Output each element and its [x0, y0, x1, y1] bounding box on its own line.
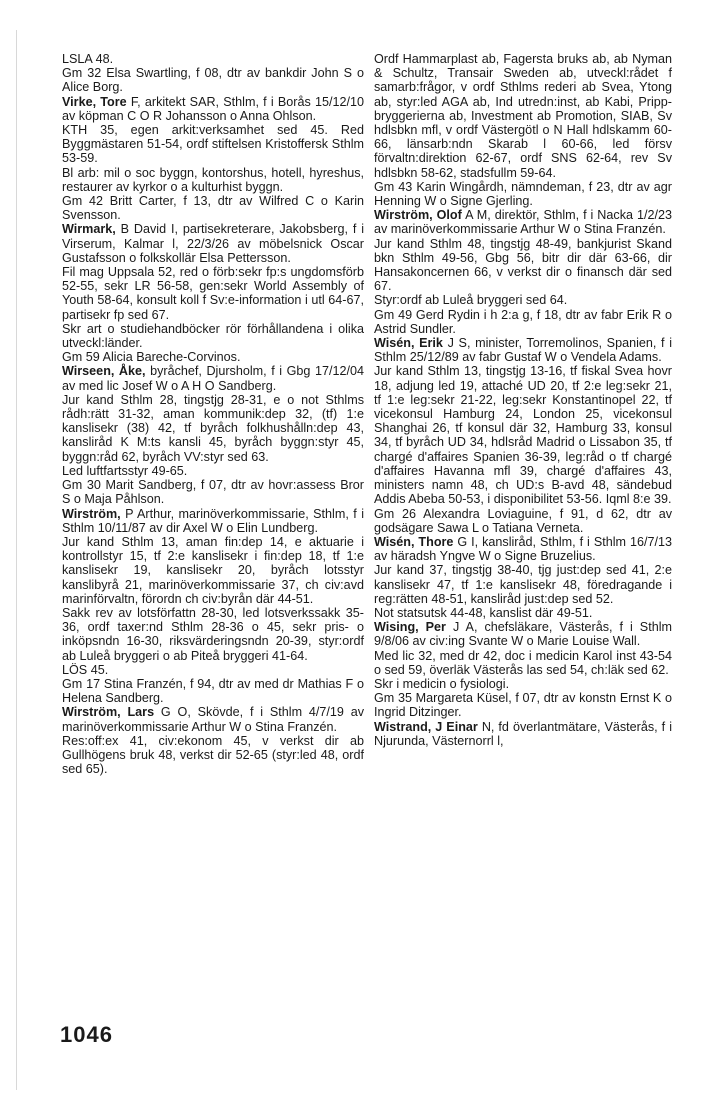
entry-text: Gm 49 Gerd Rydin i h 2:a g, f 18, dtr av fabr Erik R o Astrid Sundler.	[374, 307, 672, 336]
entry-text: Fil mag Uppsala 52, red o förb:sekr fp:s ungdomsförb 52-55, sekr LR 56-58, gen:sekr World Assembly of Youth 58-64, konsult koll f Sv:e-information i utl 64-67, partisekr fp sed 67.	[62, 265, 364, 322]
left-column	[62, 52, 364, 776]
entry-text: Med lic 32, med dr 42, doc i medicin Karol inst 43-54 o sed 59, överläk Västerås las sed 54, ch:läk sed 62.	[374, 648, 672, 677]
entry-paragraph	[62, 350, 364, 364]
entry-paragraph	[62, 166, 364, 194]
entry-text: KTH 35, egen arkit:verksamhet sed 45. Red Byggmästaren 51-54, ordf stiftelsen Kristoffersk Sthlm 53-59.	[62, 123, 364, 166]
entry-paragraph	[374, 563, 672, 606]
right-column	[374, 52, 672, 748]
entry-paragraph	[62, 265, 364, 322]
entry-paragraph	[62, 322, 364, 350]
entry-text: Gm 26 Alexandra Loviaguine, f 91, d 62, dtr av godsägare Sawa L o Tatiana Verneta.	[374, 506, 672, 535]
entry-text: LSLA 48.	[62, 52, 114, 66]
entry-paragraph	[62, 52, 364, 66]
biography-entry	[374, 336, 672, 364]
entry-text: Not statsutsk 44-48, kanslist där 49-51.	[374, 605, 593, 620]
entry-text: Gm 43 Karin Wingårdh, nämndeman, f 23, dtr av agr Henning W o Signe Gjerling.	[374, 179, 672, 209]
entry-text: G I, kanslіråd, Sthlm, f i Sthlm 16/7/13 av häradsh Yngve W o Signe Bruzelius.	[374, 534, 672, 564]
entry-paragraph	[62, 535, 364, 606]
entry-text: Styr:ordf ab Luleå bryggeri sed 64.	[374, 293, 568, 308]
page-number: 1046	[60, 1022, 113, 1047]
entry-text: Res:off:ex 41, civ:ekonom 45, v verkst dir ab Gullhögens bruk 48, verkst dir 52-65 (styr:led 48, ordf sed 65).	[62, 733, 364, 777]
entry-paragraph	[374, 606, 672, 620]
entry-text: byråchef, Djursholm, f i Gbg 17/12/04 av med lic Josef W o A H O Sandberg.	[62, 364, 364, 393]
entry-text: J S, minister, Torremolinos, Spanien, f i Sthlm 25/12/89 av fabr Gustaf W o Vendela Adams.	[374, 336, 672, 365]
biography-entry	[374, 620, 672, 648]
entry-text: Gm 17 Stina Franzén, f 94, dtr av med dr Mathias F o Helena Sandberg.	[62, 676, 364, 706]
entry-paragraph	[62, 194, 364, 222]
entry-text: Sakk rev av lotsförfattn 28-30, led lotsverkssakk 35-36, ordf taxer:nd Sthlm 28-36 o 45, sekr pris- o inköpsndn 16-30, riksvärderingsndn 20-39, styr:ordf ab Luleå bryggeri o ab Piteå bryggeri 41-64.	[62, 605, 364, 663]
entry-text: Gm 32 Elsa Swartling, f 08, dtr av bankdir John S o Alice Borg.	[62, 66, 364, 95]
entry-paragraph	[374, 677, 672, 691]
biography-entry	[62, 507, 364, 535]
entry-paragraph	[62, 464, 364, 478]
biography-entry	[62, 364, 364, 392]
entry-text: Led luftfartsstyr 49-65.	[62, 463, 188, 478]
page-edge-line	[16, 30, 17, 1090]
entry-paragraph	[374, 52, 672, 180]
entry-text: J A, chefsläkare, Västerås, f i Sthlm 9/8/06 av civ:ing Svante W o Marie Louise Wall.	[374, 620, 672, 649]
biography-entry	[374, 720, 672, 748]
entry-text: Gm 30 Marit Sandberg, f 07, dtr av hovr:assess Bror S o Maja Påhlson.	[62, 478, 364, 507]
entry-text: F, arkitekt SAR, Sthlm, f i Borås 15/12/10 av köpman C O R Johansson o Anna Ohlson.	[62, 94, 365, 123]
entry-name: Wirström,	[62, 506, 121, 521]
entry-name: Wistrand, J Einar	[374, 719, 478, 734]
entry-paragraph	[374, 364, 672, 506]
entry-paragraph	[374, 180, 672, 208]
entry-text: A M, direktör, Sthlm, f i Nacka 1/2/23 av marinöverkommissarie Arthur W o Stina Franzén.	[374, 208, 672, 237]
entry-paragraph	[62, 66, 364, 94]
entry-text: LÖS 45.	[62, 662, 109, 677]
biography-entry	[62, 705, 364, 733]
entry-text: Jur kand Sthlm 13, tingstjg 13-16, tf fiskal Svea hovr 18, adjung led 19, attaché UD 20, tf 2:e leg:sekr 21, tf 1:e leg:sekr 21-22, leg:sekr Konstantinopel 22, tf vicekonsul Hamburg 24, London 25, vicekonsul Shanghai 26, tf konsul där 32, Hamburg 33, konsul 34, tf byråch UD 34, hdlsråd Madrid o Lissabon 35, tf chargé d'affaires Spanien 36-39, leg:råd o tf chargé d'affaires Havanna mfl 39, chargé d'affaires 43, ministers namn 48, ch UD:s B-avd 48, sändebud Addis Abeba 50-53, i disponibilitet 53-56. Iqml 8:e 39.	[374, 364, 672, 507]
entry-text: Skr i medicin o fysiologi.	[374, 676, 510, 691]
entry-name: Wirseen, Åke,	[62, 364, 146, 379]
entry-text: G O, Skövde, f i Sthlm 4/7/19 av marinöverkommissarie Arthur W o Stina Franzén.	[62, 705, 365, 734]
entry-text: Gm 42 Britt Carter, f 13, dtr av Wilfred C o Karin Svensson.	[62, 194, 364, 223]
biography-entry	[374, 535, 672, 563]
entry-text: Ordf Hammarplast ab, Fagersta bruks ab, ab Nyman & Schultz, Transair Sweden ab, utveckl:rådet f samarb:frågor, v ordf Sthlms rederi ab Svea, Ytong ab, styr:led AGA ab, Ind utredn:inst, ab Kabi, Pripp-bryggerierna ab, Investment ab Promotion, SIAB, Sv hdlsbkn mfl, v ordf Västergötl o N Hall hdlskamm 60-66, länsarb:ndn Skarab l 60-66, led försv förvaltn:direktion 62-67, ordf SNS 62-64, rev Sv hdlsbkn 58-62, stadsfullm 59-64.	[374, 52, 672, 180]
entry-text: Jur kand 37, tingstjg 38-40, tjg just:dep sed 41, 2:e kanslisekr 47, tf 1:e kanslisekr 48, föredragande i reg:rätten 48-51, kanslіråd just:dep sed 52.	[374, 563, 672, 606]
entry-paragraph	[374, 649, 672, 677]
entry-paragraph	[62, 478, 364, 506]
entry-text: Jur kand Sthlm 28, tingstjg 28-31, e o not Sthlms rådh:rätt 31-32, aman kommunik:dep 32, (tf) 1:e kanslisekr (38) 42, tf byråch folkhushålln:dep 43, kanslіråd K M:ts kansli 45, byråch byggn:styr 45, byggn:råd 62, byråch VV:styr sed 63.	[62, 392, 364, 464]
entry-paragraph	[374, 237, 672, 294]
entry-name: Wisén, Thore	[374, 534, 454, 549]
entry-paragraph	[62, 734, 364, 777]
entry-name: Wirström, Olof	[374, 208, 462, 223]
biography-entry	[62, 95, 364, 123]
entry-name: Wisén, Erik	[374, 336, 443, 351]
entry-paragraph	[62, 663, 364, 677]
entry-text: Skr art o studiehandböcker rör förhållandena i olika utveckl:länder.	[62, 321, 364, 351]
entry-paragraph	[62, 677, 364, 705]
entry-text: Gm 35 Margareta Küsel, f 07, dtr av konstn Ernst K o Ingrid Ditzinger.	[374, 691, 672, 720]
entry-text: Jur kand Sthlm 13, aman fin:dep 14, e aktuarie i kontrollstyr 15, tf 2:e kanslisekr i fin:dep 18, tf 1:e kanslisekr 19, kanslisekr 20, byråch lotsstyr kanslibyrå 21, marinöverkommissarie 37, ch civ:avd marinförvaltn, förordn ch civ:byrån där 44-51.	[62, 534, 364, 606]
entry-text: N, fd överlantmätare, Västerås, f i Njurunda, Västernorrl l,	[374, 719, 672, 748]
entry-text: Bl arb: mil o soc byggn, kontorshus, hotell, hyreshus, restaurer av kyrkor o a kulturhist byggn.	[62, 165, 364, 194]
entry-text: Gm 59 Alicia Bareche-Corvinos.	[62, 350, 241, 365]
entry-paragraph	[374, 293, 672, 307]
entry-paragraph	[62, 123, 364, 166]
entry-paragraph	[62, 606, 364, 663]
entry-name: Virke, Tore	[62, 94, 127, 109]
entry-name: Wirmark,	[62, 222, 116, 237]
entry-text: P Arthur, marinöverkommissarie, Sthlm, f i Sthlm 10/11/87 av dir Axel W o Elin Lundberg.	[62, 506, 364, 535]
entry-text: B David I, partisekreterare, Jakobsberg, f i Virserum, Kalmar l, 22/3/26 av möbelsnick Oscar Gustafsson o folkskollär Elsa Pettersson.	[62, 222, 364, 265]
biography-entry	[374, 208, 672, 236]
entry-name: Wising, Per	[374, 620, 446, 635]
entry-paragraph	[374, 507, 672, 535]
entry-paragraph	[62, 393, 364, 464]
biography-entry	[62, 222, 364, 265]
entry-text: Jur kand Sthlm 48, tingstjg 48-49, bankjurist Skand bkn Sthlm 49-56, Gbg 56, bitr dir där 63-66, dir Hansakoncernen 66, v verkst dir o finansch där sed 67.	[374, 236, 672, 294]
entry-name: Wirström, Lars	[62, 705, 155, 720]
entry-paragraph	[374, 691, 672, 719]
entry-paragraph	[374, 308, 672, 336]
